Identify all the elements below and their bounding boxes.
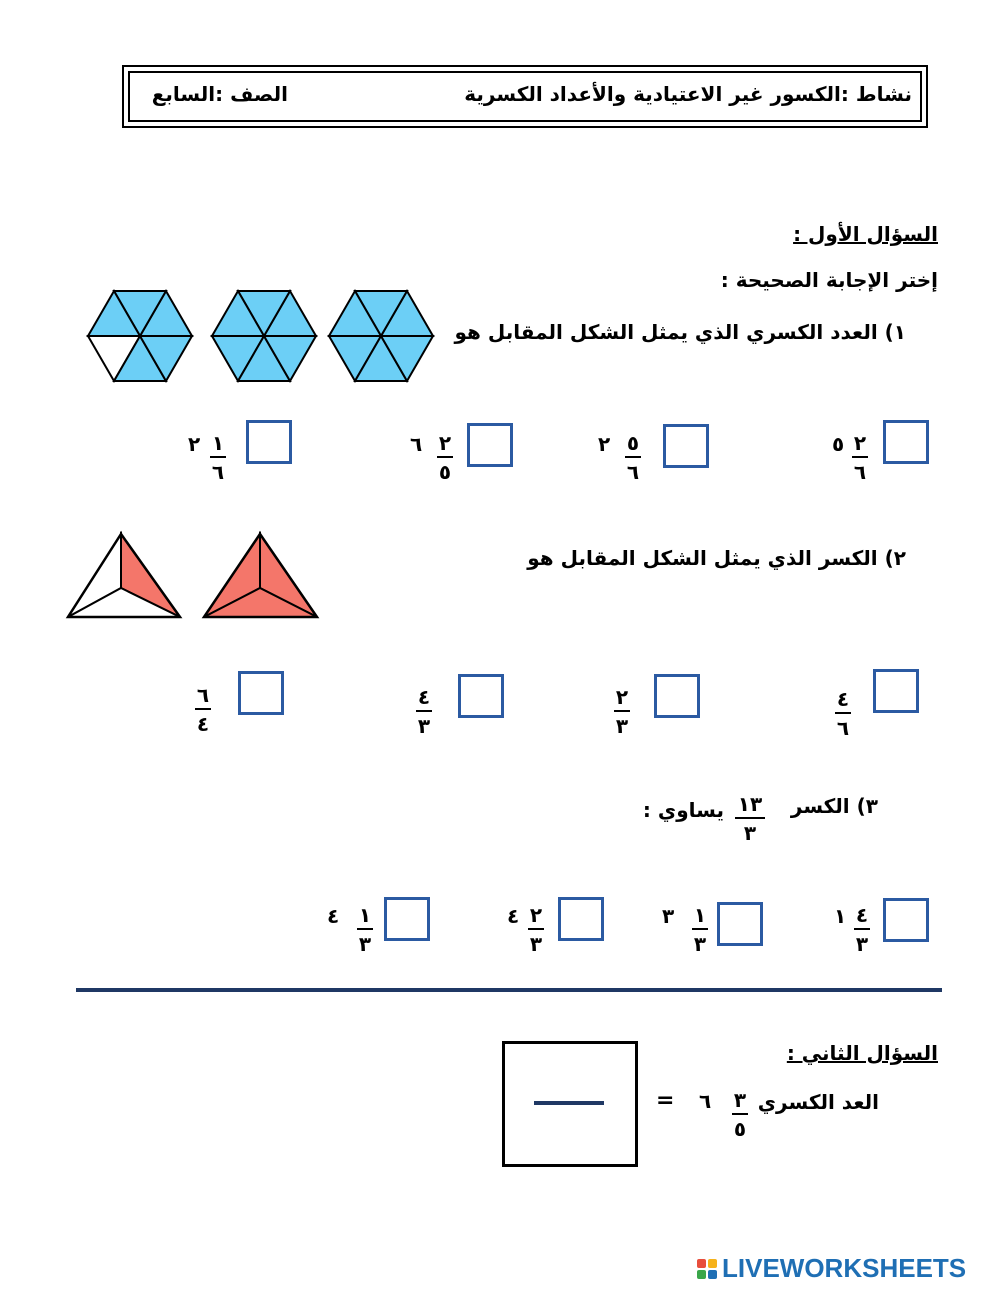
item1-option4-fraction: ١ ٦ <box>211 431 225 484</box>
item2-option3-checkbox[interactable] <box>458 674 504 718</box>
equals-sign: = <box>656 1088 675 1113</box>
item3-option3-checkbox[interactable] <box>558 897 604 941</box>
question2-title: السؤال الثاني : <box>786 1041 938 1065</box>
item3-option2-whole: ٣ <box>662 904 675 928</box>
grade-label: الصف :السابع <box>151 82 288 106</box>
item3-option4-checkbox[interactable] <box>384 897 430 941</box>
item1-option3-checkbox[interactable] <box>467 423 513 467</box>
item3-option1-whole: ١ <box>834 904 847 928</box>
logo-icon <box>697 1259 717 1279</box>
triangle-1 <box>68 534 180 617</box>
item1-option2-checkbox[interactable] <box>663 424 709 468</box>
item3-option3-whole: ٤ <box>507 904 520 928</box>
logo-square-blue <box>708 1270 717 1279</box>
triangle-figures <box>64 530 322 622</box>
item1-option2-whole: ٢ <box>598 432 611 456</box>
item1-option1-checkbox[interactable] <box>883 420 929 464</box>
answer-input-line[interactable] <box>534 1101 604 1105</box>
item3-suffix: يساوي : <box>642 798 724 822</box>
item3-fraction: ١٣ ٣ <box>735 794 765 843</box>
item1-option1-fraction: ٢ ٦ <box>853 431 867 484</box>
item3-option4-fraction: ١ ٣ <box>358 903 372 956</box>
question2-fraction: ٣ ٥ <box>733 1088 747 1141</box>
question1-instruction: إختر الإجابة الصحيحة : <box>720 268 938 292</box>
item3-option1-fraction: ٤ ٣ <box>855 903 869 956</box>
item3-prefix: ٣) الكسر <box>790 794 878 818</box>
item1-text: ١) العدد الكسري الذي يمثل الشكل المقابل هو <box>454 320 906 344</box>
item2-option3-fraction: ٤ ٣ <box>417 685 431 738</box>
item2-option4-fraction: ٦ ٤ <box>196 683 210 736</box>
logo-square-red <box>697 1259 706 1268</box>
question1-title: السؤال الأول : <box>793 222 938 246</box>
item3-option3-fraction: ٢ ٣ <box>529 903 543 956</box>
item1-option4-whole: ٢ <box>188 432 201 456</box>
item3-option1-checkbox[interactable] <box>883 898 929 942</box>
item2-text: ٢) الكسر الذي يمثل الشكل المقابل هو <box>527 546 906 570</box>
item2-option2-checkbox[interactable] <box>654 674 700 718</box>
item2-option1-fraction: ٤ ٦ <box>836 687 850 740</box>
item2-option2-fraction: ٢ ٣ <box>615 685 629 738</box>
question2-label: العد الكسري <box>757 1090 879 1114</box>
item1-option3-fraction: ٢ ٥ <box>438 431 452 484</box>
triangle-2 <box>204 534 317 617</box>
logo-text: LIVEWORKSHEETS <box>722 1253 967 1283</box>
logo-square-yellow <box>708 1259 717 1268</box>
logo-square-green <box>697 1270 706 1279</box>
item2-option1-checkbox[interactable] <box>873 669 919 713</box>
hexagon-1 <box>88 291 192 381</box>
section-divider <box>76 988 942 992</box>
item1-option3-whole: ٦ <box>410 432 423 456</box>
item2-option4-checkbox[interactable] <box>238 671 284 715</box>
hexagon-figures <box>84 289 438 385</box>
item3-option2-fraction: ١ ٣ <box>693 903 707 956</box>
item3-option4-whole: ٤ <box>327 904 340 928</box>
question2-whole: ٦ <box>699 1089 712 1113</box>
item1-option1-whole: ٥ <box>832 432 845 456</box>
item1-option2-fraction: ٥ ٦ <box>626 431 640 484</box>
item1-option4-checkbox[interactable] <box>246 420 292 464</box>
liveworksheets-logo <box>697 1253 966 1284</box>
hexagon-2 <box>212 291 316 381</box>
hexagon-3 <box>329 291 433 381</box>
activity-title: نشاط :الكسور غير الاعتيادية والأعداد الكسرية <box>464 82 912 106</box>
item3-option2-checkbox[interactable] <box>717 902 763 946</box>
